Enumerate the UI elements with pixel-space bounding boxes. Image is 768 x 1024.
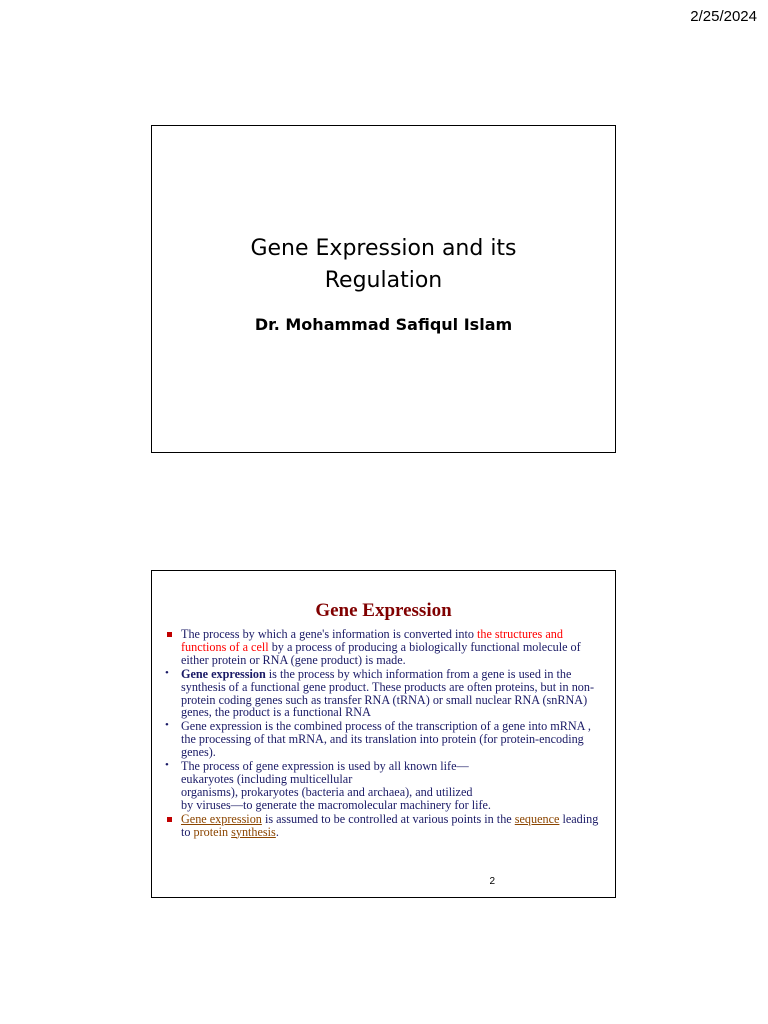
bold-term: Gene expression xyxy=(181,666,266,681)
bullet-text: Gene expression is the combined process of the transcription of a gene into mRNA , the processing of that mRNA, and its translation into protein (for protein-encoding genes). xyxy=(181,719,591,760)
highlighted-text: the structures and functions of a cell xyxy=(181,627,563,654)
bullet-line: by viruses—to generate the macromolecular machinery for life. xyxy=(181,797,491,812)
protein-text: protein xyxy=(193,824,229,839)
bullet-line: eukaryotes (including multicellular xyxy=(181,771,353,786)
slide-2 xyxy=(151,570,616,898)
bullet-item xyxy=(164,720,604,759)
slide-2-bullet-list xyxy=(164,628,604,840)
bullet-item xyxy=(164,628,604,667)
slide-2-page-number: 2 xyxy=(489,876,495,887)
bullet-item xyxy=(164,813,604,839)
bullet-line: organisms), prokaryotes (bacteria and archaea), and utilized xyxy=(181,784,473,799)
slide-1 xyxy=(151,125,616,453)
bullet-line: The process of gene expression is used by all known life— xyxy=(181,759,469,774)
bullet-text: The process by which a gene's information is converted into xyxy=(181,627,477,641)
sequence-link[interactable]: sequence xyxy=(514,811,560,826)
slide-1-title xyxy=(152,233,615,297)
slide-1-title-line-1: Gene Expression and its xyxy=(250,236,517,261)
bullet-text: is the process by which information from a gene is used in the synthesis of a functional gene product. These products are often proteins, but in non-protein coding genes such as transfer RNA (tRNA) or small nuclear RNA (snRNA) genes, the product is a functional RNA xyxy=(181,666,595,720)
bullet-text: is assumed to be controlled at various points in the xyxy=(261,811,515,826)
slide-2-title: Gene Expression xyxy=(315,600,452,621)
bullet-text: by a process of producing a biologically functional molecule of either protein or RNA (gene product) is made. xyxy=(181,639,581,667)
print-date: 2/25/2024 xyxy=(690,8,757,25)
bullet-item xyxy=(164,760,604,812)
slide-1-title-line-2: Regulation xyxy=(324,268,443,293)
slide-1-author: Dr. Mohammad Safiqul Islam xyxy=(254,315,513,334)
bullet-text: . xyxy=(275,824,279,839)
gene-expression-link[interactable]: Gene expression xyxy=(181,811,262,826)
bullet-item xyxy=(164,668,604,720)
bullet-text: leading to xyxy=(181,811,599,839)
synthesis-link[interactable]: synthesis xyxy=(231,824,276,839)
